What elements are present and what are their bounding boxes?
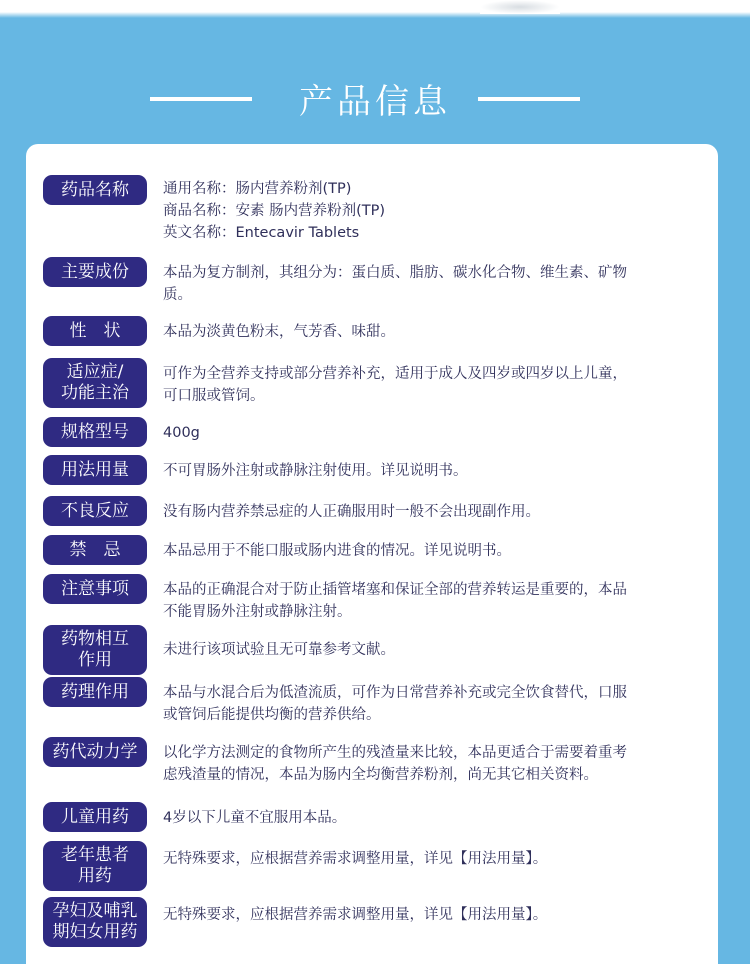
field-value-line: 本品为淡黄色粉末，气芳香、味甜。 — [163, 324, 395, 340]
field-value-line: 英文名称：Entecavir Tablets — [163, 225, 360, 241]
field-value-line: 不可胃肠外注射或静脉注射使用。详见说明书。 — [163, 463, 468, 479]
field-label: 规格型号 — [43, 417, 147, 447]
field-value-line: 可口服或管饲。 — [163, 388, 265, 404]
section-header — [0, 70, 750, 130]
field-value — [163, 807, 699, 829]
field-value — [163, 639, 699, 661]
field-value — [163, 460, 699, 482]
field-value-line: 本品的正确混合对于防止插管堵塞和保证全部的营养转运是重要的，本品 — [163, 582, 627, 598]
field-value-line: 未进行该项试验且无可靠参考文献。 — [163, 642, 395, 658]
field-value — [163, 742, 699, 786]
field-value-line: 本品与水混合后为低渣流质，可作为日常营养补充或完全饮食替代，口服 — [163, 685, 627, 701]
field-value — [163, 904, 699, 926]
field-label: 主要成份 — [43, 257, 147, 287]
field-value-line: 可作为全营养支持或部分营养补充，适用于成人及四岁或四岁以上儿童， — [163, 366, 627, 382]
field-value — [163, 848, 699, 870]
info-card — [26, 144, 718, 964]
field-value-line: 或管饲后能提供均衡的营养供给。 — [163, 707, 381, 723]
field-value-line: 以化学方法测定的食物所产生的残渣量来比较，本品更适合于需要着重考 — [163, 745, 627, 761]
header-line-right — [478, 97, 580, 101]
field-value — [163, 579, 699, 623]
field-value-line: 不能胃肠外注射或静脉注射。 — [163, 604, 352, 620]
field-label: 药物相互 作用 — [43, 625, 147, 675]
field-value-line: 无特殊要求，应根据营养需求调整用量，详见【用法用量】。 — [163, 851, 548, 867]
field-value-line: 本品为复方制剂，其组分为：蛋白质、脂肪、碳水化合物、维生素、矿物 — [163, 265, 627, 281]
field-label: 老年患者 用药 — [43, 841, 147, 891]
field-value — [163, 178, 699, 244]
field-label: 药理作用 — [43, 677, 147, 707]
field-value-line: 没有肠内营养禁忌症的人正确服用时一般不会出现副作用。 — [163, 504, 540, 520]
field-label: 禁 忌 — [43, 535, 147, 565]
product-image-fragment — [480, 0, 560, 14]
field-label: 药代动力学 — [43, 737, 147, 767]
field-value — [163, 262, 699, 306]
field-label: 不良反应 — [43, 496, 147, 526]
field-value — [163, 422, 699, 444]
field-value — [163, 501, 699, 523]
field-value-line: 通用名称：肠内营养粉剂(TP) — [163, 181, 352, 197]
field-value — [163, 540, 699, 562]
field-value-line: 4岁以下儿童不宜服用本品。 — [163, 810, 347, 826]
field-label: 孕妇及哺乳 期妇女用药 — [43, 897, 147, 947]
field-value-line: 无特殊要求，应根据营养需求调整用量，详见【用法用量】。 — [163, 907, 548, 923]
field-value — [163, 363, 699, 407]
field-value-line: 本品忌用于不能口服或肠内进食的情况。详见说明书。 — [163, 543, 511, 559]
field-value-line: 400g — [163, 425, 200, 441]
field-label: 儿童用药 — [43, 802, 147, 832]
field-value-line: 商品名称：安素 肠内营养粉剂(TP) — [163, 203, 386, 219]
field-label: 用法用量 — [43, 455, 147, 485]
field-value-line: 虑残渣量的情况，本品为肠内全均衡营养粉剂，尚无其它相关资料。 — [163, 767, 598, 783]
field-value — [163, 682, 699, 726]
field-label: 注意事项 — [43, 574, 147, 604]
field-label: 适应症/ 功能主治 — [43, 358, 147, 408]
field-value-line: 质。 — [163, 287, 192, 303]
section-title: 产品信息 — [299, 82, 451, 122]
field-value — [163, 321, 699, 343]
top-strip — [0, 0, 750, 18]
field-label: 药品名称 — [43, 175, 147, 205]
field-label: 性 状 — [43, 316, 147, 346]
